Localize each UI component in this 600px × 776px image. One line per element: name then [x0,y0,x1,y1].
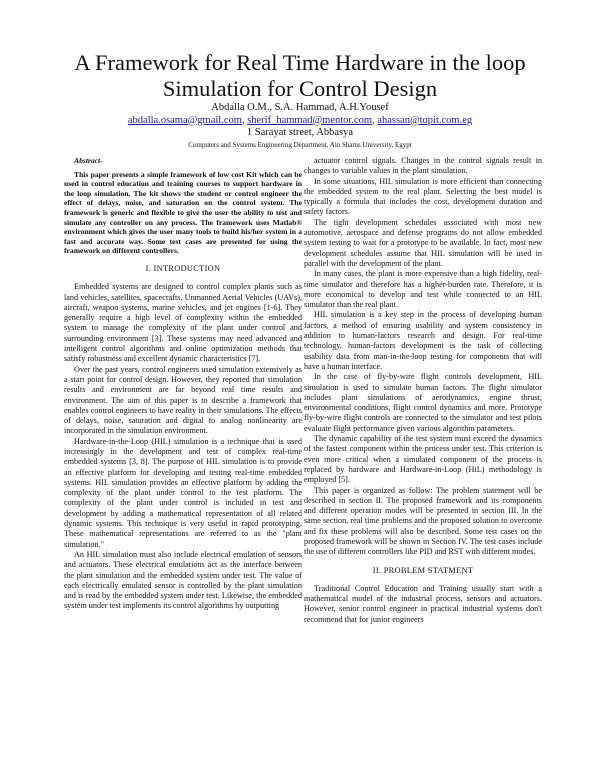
left-column [64,156,302,612]
author-affiliation: Computers and Systems Engineering Department, Ain Shams University, Egypt [188,140,412,149]
author-address: 1 Sarayat street, Abbasya [246,127,354,138]
paragraph: Hardware-in-the-Loop (HIL) simulation is a technique that is used increasingly in the development and test of complex real-time embedded systems [3, 8]. The purpose of HIL simulation is to provide an effective platform for developing and testing real-time embedded systems. HIL simulation provides an effective platform by adding the complexity of the plant under control to the test platform. The complexity of the plant under control is included in test and development by adding a mathematical representation of all related dynamic systems. This technique is very useful in rapid prototyping. These mathematical representations are referred to as the "plant simulation." [64,436,302,549]
paper-title: A Framework for Real Time Hardware in the loop Simulation for Control Design [74,50,526,101]
abstract-text: This paper presents a simple framework of low cost Kit which can be used in control education and training courses to support hardware in the loop simulation. The kit shows the student or control engineer the effect of delays, noise, and saturation on the control system. The framework is generic and flexible to give the user the ability to test and simulate any controller on any process. The framework uses Matlab® environment which gives the user many tools to build his/her system in a fast and accurate way. Some test cases are presented for using the framework on different controllers. [64,169,302,256]
author-block [40,102,560,150]
section-heading-problem-statement: II. PROBLEM STATMENT [372,565,474,575]
paragraph: The tight development schedules associated with most new automotive, aerospace and defense programs do not allow embedded system testing to wait for a prototype to be available. In fact, most new development schedules assume that HIL simulation will be used in parallel with the development of the plant. [304,217,542,268]
author-names: Abdalla O.M., S.A. Hammad, A.H.Yousef [211,102,389,113]
paragraph: actuator control signals. Changes in the control signals result in changes to variable values in the plant simulation. [304,156,542,176]
paragraph: An HIL simulation must also include electrical emulation of sensors and actuators. These electrical emulations act as the interface between the plant simulation and the embedded system under test. The value of each electrically emulated sensor is controlled by the plant simulation and is read by the embedded system under test. Likewise, the embedded system under test implements its control algorithms by outputting [64,549,302,611]
paragraph: In some situations, HIL simulation is more efficient than connecting the embedded system to the real plant. Selecting the best model is typically a formula that includes the cost, development duration and safety factors. [304,176,542,217]
paragraph: In many cases, the plant is more expensive than a high fidelity, real-time simulator and therefore has a higher-burden rate. Therefore, it is more economical to develop and test while connected to an HIL simulator than the real plant. [304,269,542,310]
right-column [304,156,542,625]
abstract [64,156,302,256]
paragraph: In the case of fly-by-wire flight controls development, HIL simulation is used to simulate human factors. The flight simulator includes plant simulations of aerodynamics, engine thrust, environmental conditions, flight control dynamics and more. Prototype fly-by-wire flight controls are connected to the simulator and test pilots evaluate flight performance given various algorithm parameters. [304,372,542,433]
author-emails: abdalla.osama@gmail.com, sherif_hammad@mentor.com, ahassan@topit.com.eg [127,114,473,126]
email-link[interactable]: abdalla.osama@gmail.com [127,114,242,126]
abstract-label: Abstract- [74,156,103,165]
paragraph: Embedded systems are designed to control complex plants such as land vehicles, satellites, spacecrafts, Unmanned Aerial Vehicles (UAVs), aircraft, weapon systems, marine vehicles, and jet engines [1-6]. They generally require a high level of complexity within the embedded system to manage the complexity of the plant under control and surrounding environment [3]. These systems may need advanced and intelligent control algorithms and online optimization methods that satisfy robustness and excellent dynamic characteristics [7]. [64,282,302,364]
email-link[interactable]: ahassan@topit.com.eg [377,114,473,126]
paragraph: Traditional Control Education and Training usually start with a mathematical model of the industrial process, sensors and actuators. However, senior control engineer in practical industrial systems don't recommend that for junior engineers [304,583,542,624]
paragraph: The dynamic capability of the test system must exceed the dynamics of the fastest component within the process under test. This criterion is even more critical when a simulated component of the process is replaced by hardware and Hardware-in-Loop (HiL) methodology is employed [5]. [304,434,542,485]
email-link[interactable]: sherif_hammad@mentor.com [247,114,373,126]
paragraph: HIL simulation is a key step in the process of developing human factors, a method of ensuring usability and system consistency in addition to human-factors research and design. For real-time technology, human-factors development is the task of collecting usability data from man-in-the-loop testing for components that will have a human interface. [304,310,542,371]
paragraph: This paper is organized as follow: The problem statement will be described in section II. The proposed framework and its components and different operation modes will be presented in section III. In the same section, real time problems and the proposed solution to overcome and fix these problems will also be described. Some test cases on the proposed framework will be shown in Section IV. The test cases include the use of different controllers like PID and RST with different modes. [304,485,542,557]
section-heading-introduction: I. INTRODUCTION [145,263,221,273]
paragraph: Over the past years, control engineers used simulation extensively as a start point for control design. However, they reported that simulation results and environment are far beyond real time results and environment. The aim of this paper is to describe a framework that enables control engineers to have reality in their simulations. The effects of delays, noise, saturation and digital to analog nonlinearity are incorporated in the simulation environment. [64,364,302,436]
